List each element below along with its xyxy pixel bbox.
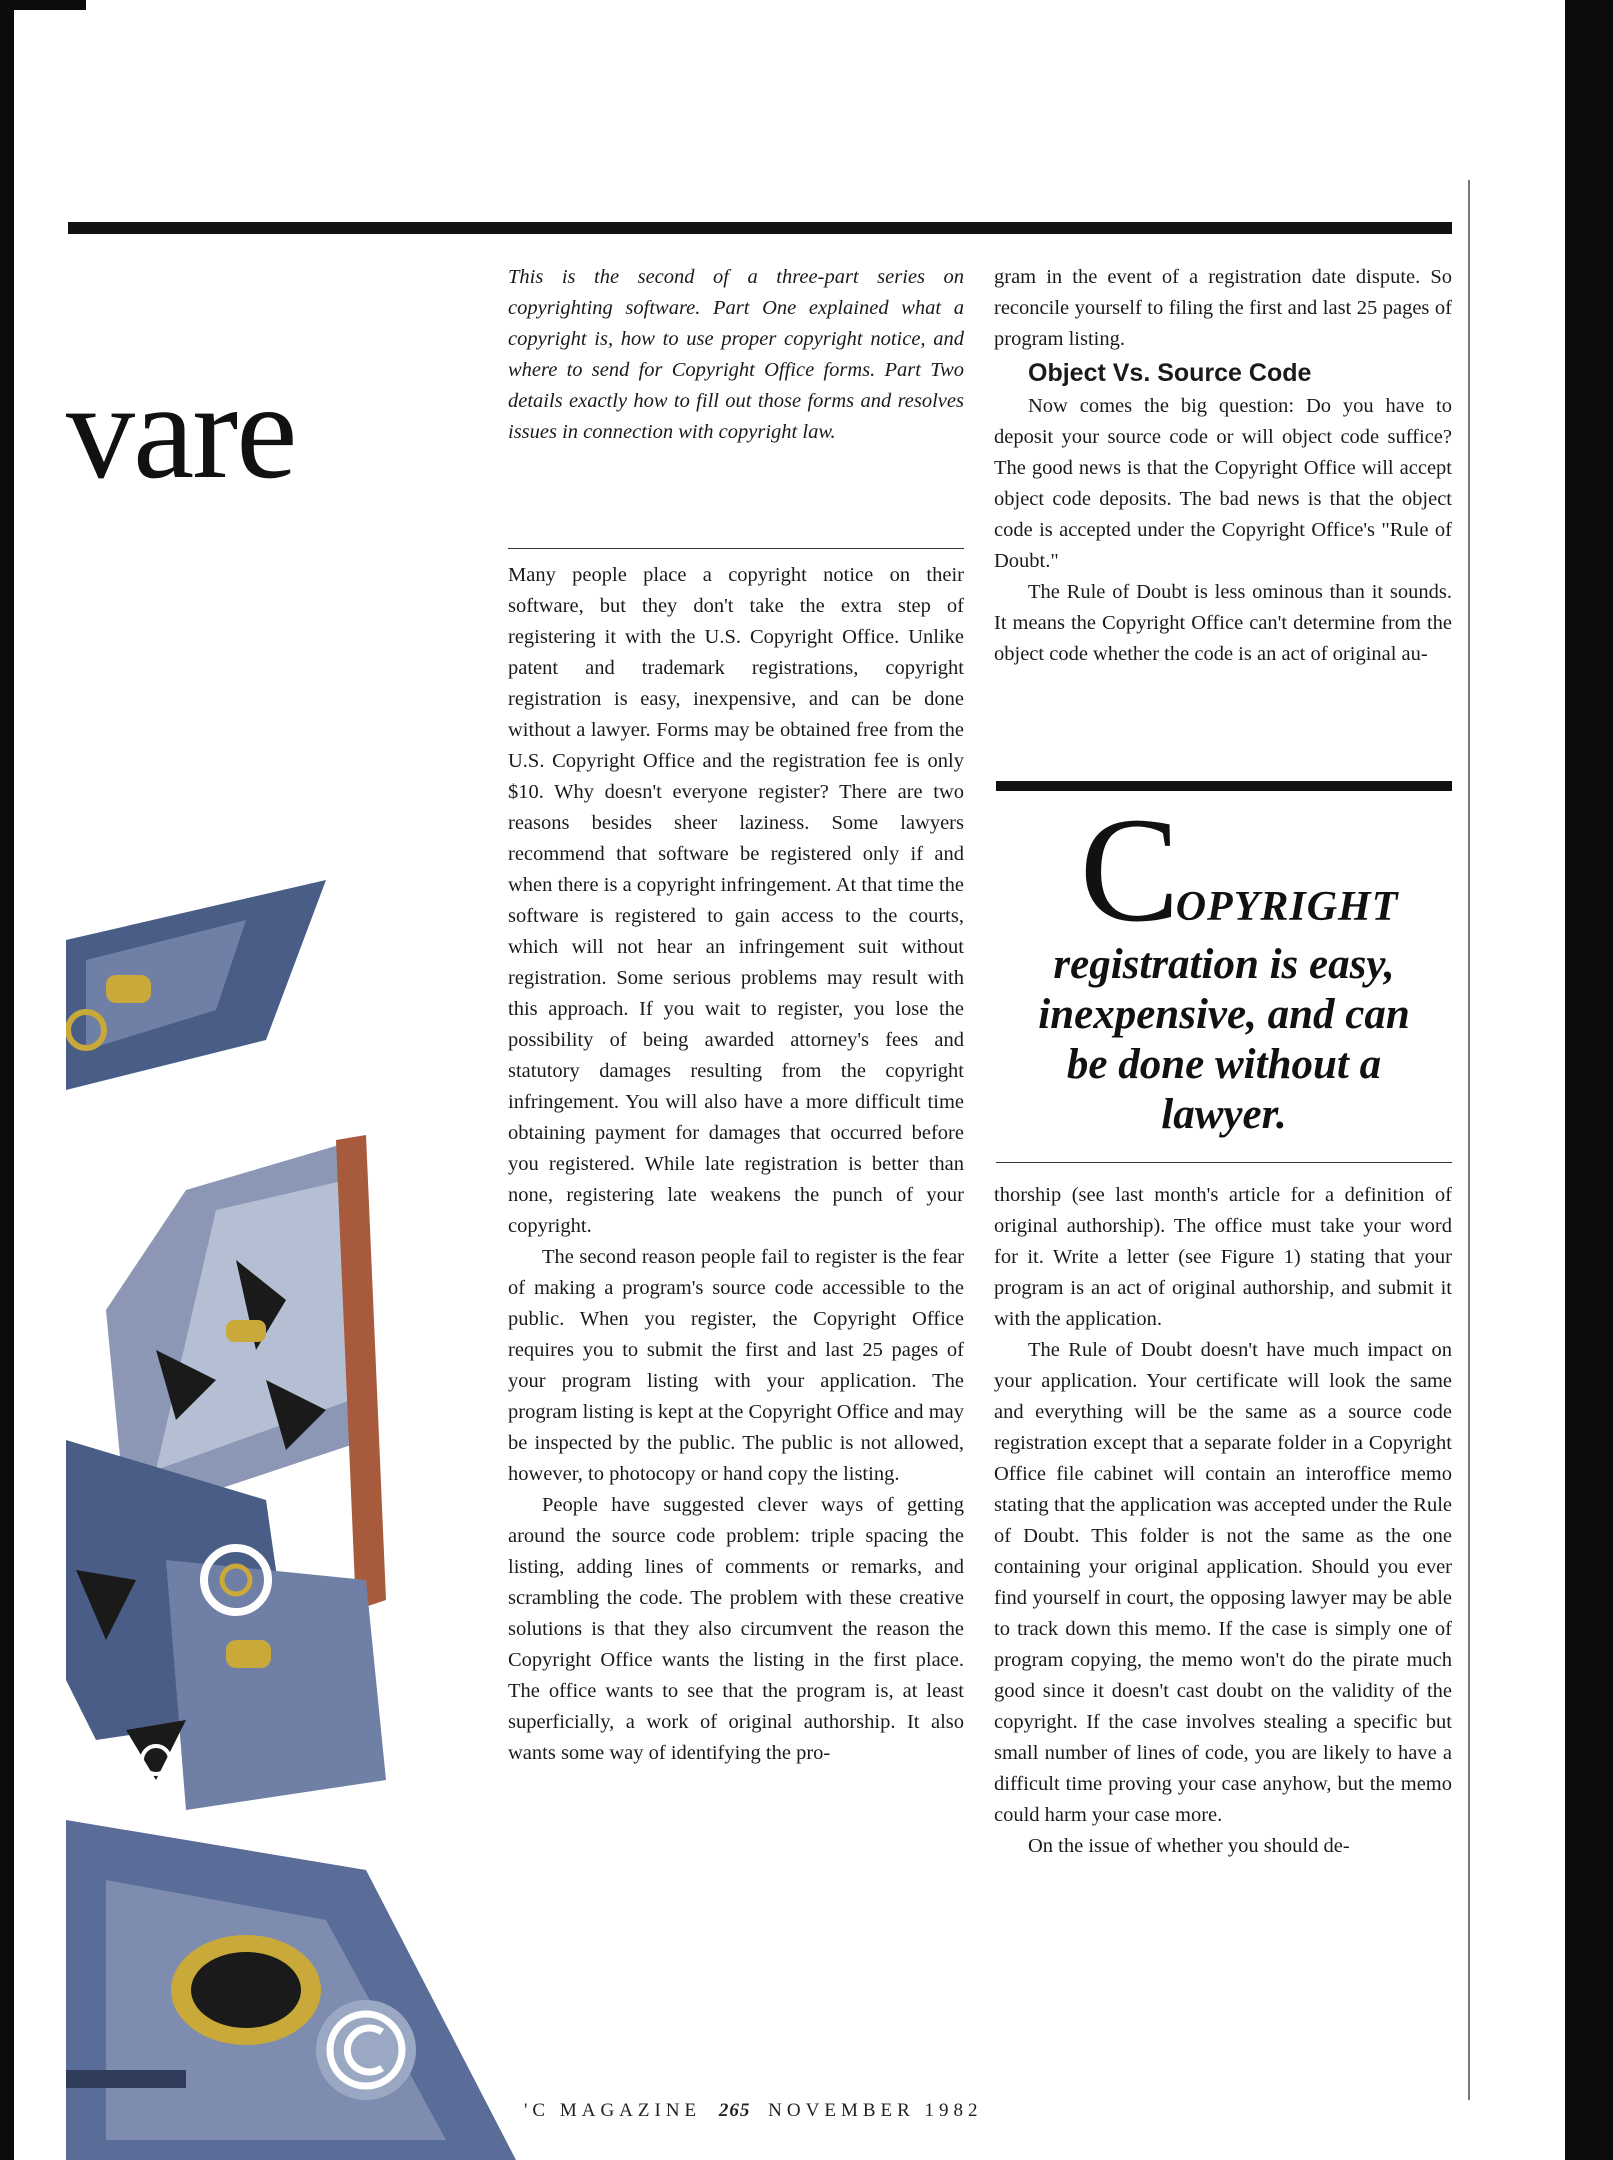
- page-number: 265: [718, 2100, 751, 2121]
- pull-quote-line: be done without a: [1066, 1041, 1382, 1088]
- scan-edge-left-top: [0, 0, 86, 10]
- body-paragraph: On the issue of whether you should de-: [1028, 1835, 1350, 1857]
- body-column-right-top: [994, 262, 1452, 670]
- body-paragraph: thorship (see last month's article for a definition of original authorship). The office must take your word for it. Write a letter (see Figure 1) stating that your program is an act of original authorship, and submit it with the application.: [994, 1184, 1452, 1330]
- floppy-disk-illustration: [66, 880, 526, 2160]
- body-paragraph: The Rule of Doubt doesn't have much impact on your application. Your certificate will look the same and everything will be the same as a source code registration except that a separate folder in a Copyright Office file cabinet will contain an interoffice memo stating that the application was accepted under the Rule of Doubt. This folder is not the same as the one containing your original application. Should you ever find yourself in court, the opposing lawyer may be able to track down this memo. If the case is simply one of program copying, the memo won't do the pirate much good since it doesn't cast doubt on the validity of the copyright. If the case involves stealing a specific but small number of lines of code, you are likely to have a difficult time proving your case anyhow, but the memo could harm your case more.: [994, 1339, 1452, 1826]
- body-paragraph: People have suggested clever ways of getting around the source code problem: triple spacing the listing, adding lines of comments or remarks, and scrambling the code. The problem with these creative solutions is that they also circumvent the reason the Copyright Office wants the listing in the first place. The office wants to see that the program is, at least superficially, a work of original authorship. It also wants some way of identifying the pro-: [508, 1494, 964, 1764]
- disk-shard-top: [66, 880, 326, 1090]
- body-column-right-bottom: [994, 1180, 1452, 1862]
- pull-quote-rule-top: [996, 781, 1452, 791]
- top-rule: [68, 222, 1452, 234]
- disk-shard-cluster: [66, 1440, 386, 1810]
- pull-quote-smallcaps: OPYRIGHT: [1175, 884, 1399, 930]
- page-footer: [524, 2100, 983, 2122]
- pull-quote-rule-bottom: [996, 1162, 1452, 1163]
- body-paragraph: Many people place a copyright notice on their software, but they don't take the extra step of registering it with the U.S. Copyright Office. Unlike patent and trademark registrations, copyright registration is easy, inexpensive, and can be done without a lawyer. Forms may be obtained free from the U.S. Copyright Office and the registration fee is only $10. Why doesn't everyone register? There are two reasons besides sheer laziness. Some lawyers recommend that software be registered only if and when there is a copyright infringement. At that time the software is registered to gain access to the courts, which will not hear an infringement suit without registration. Some serious problems may result with this approach. If you wait to register, you lose the possibility of being awarded attorney's fees and statutory damages resulting from the copyright infringement. You will also have a more difficult time obtaining payment for damages that occurred before you registered. While late registration is better than none, registering late weakens the punch of your copyright.: [508, 564, 964, 1237]
- series-intro-deck: This is the second of a three-part series on copyrighting software. Part One explained what a copyright is, how to use proper copyright notice, and where to send for Copyright Office forms. Part Two details exactly how to fill out those forms and resolves issues in connection with copyright law.: [508, 266, 964, 443]
- deck-divider: [508, 548, 964, 549]
- body-paragraph: The second reason people fail to register is the fear of making a program's source code accessible to the public. When you register, the Copyright Office requires you to submit the first and last 25 pages of your program listing with your application. The program listing is kept at the Copyright Office and may be inspected by the public. The public is not allowed, however, to photocopy or hand copy the listing.: [508, 1246, 964, 1485]
- footer-date: NOVEMBER 1982: [768, 2100, 983, 2121]
- scan-edge-left: [0, 0, 14, 2160]
- scan-edge-right: [1565, 0, 1613, 2160]
- pull-quote: [996, 787, 1452, 1140]
- disk-bottom: [66, 1820, 516, 2160]
- section-subhead: Object Vs. Source Code: [1028, 359, 1312, 387]
- pull-quote-first-line: [1026, 787, 1452, 953]
- body-column-left: [508, 560, 964, 1769]
- article-headline: vare: [66, 354, 296, 508]
- body-paragraph: The Rule of Doubt is less ominous than it sounds. It means the Copyright Office can't determine from the object code whether the code is an act of original au-: [994, 581, 1452, 665]
- body-paragraph: Now comes the big question: Do you have to deposit your source code or will object code suffice? The good news is that the Copyright Office will accept object code deposits. The bad news is that the object code is accepted under the Copyright Office's "Rule of Doubt.": [994, 395, 1452, 572]
- pull-quote-line: lawyer.: [1161, 1091, 1287, 1138]
- pull-quote-initial: C: [1079, 787, 1176, 953]
- pull-quote-line: registration is easy,: [1053, 941, 1395, 988]
- body-paragraph: gram in the event of a registration date dispute. So reconcile yourself to filing the first and last 25 pages of program listing.: [994, 266, 1452, 350]
- footer-magazine: 'C MAGAZINE: [524, 2100, 702, 2121]
- pull-quote-line: inexpensive, and can: [1038, 991, 1410, 1038]
